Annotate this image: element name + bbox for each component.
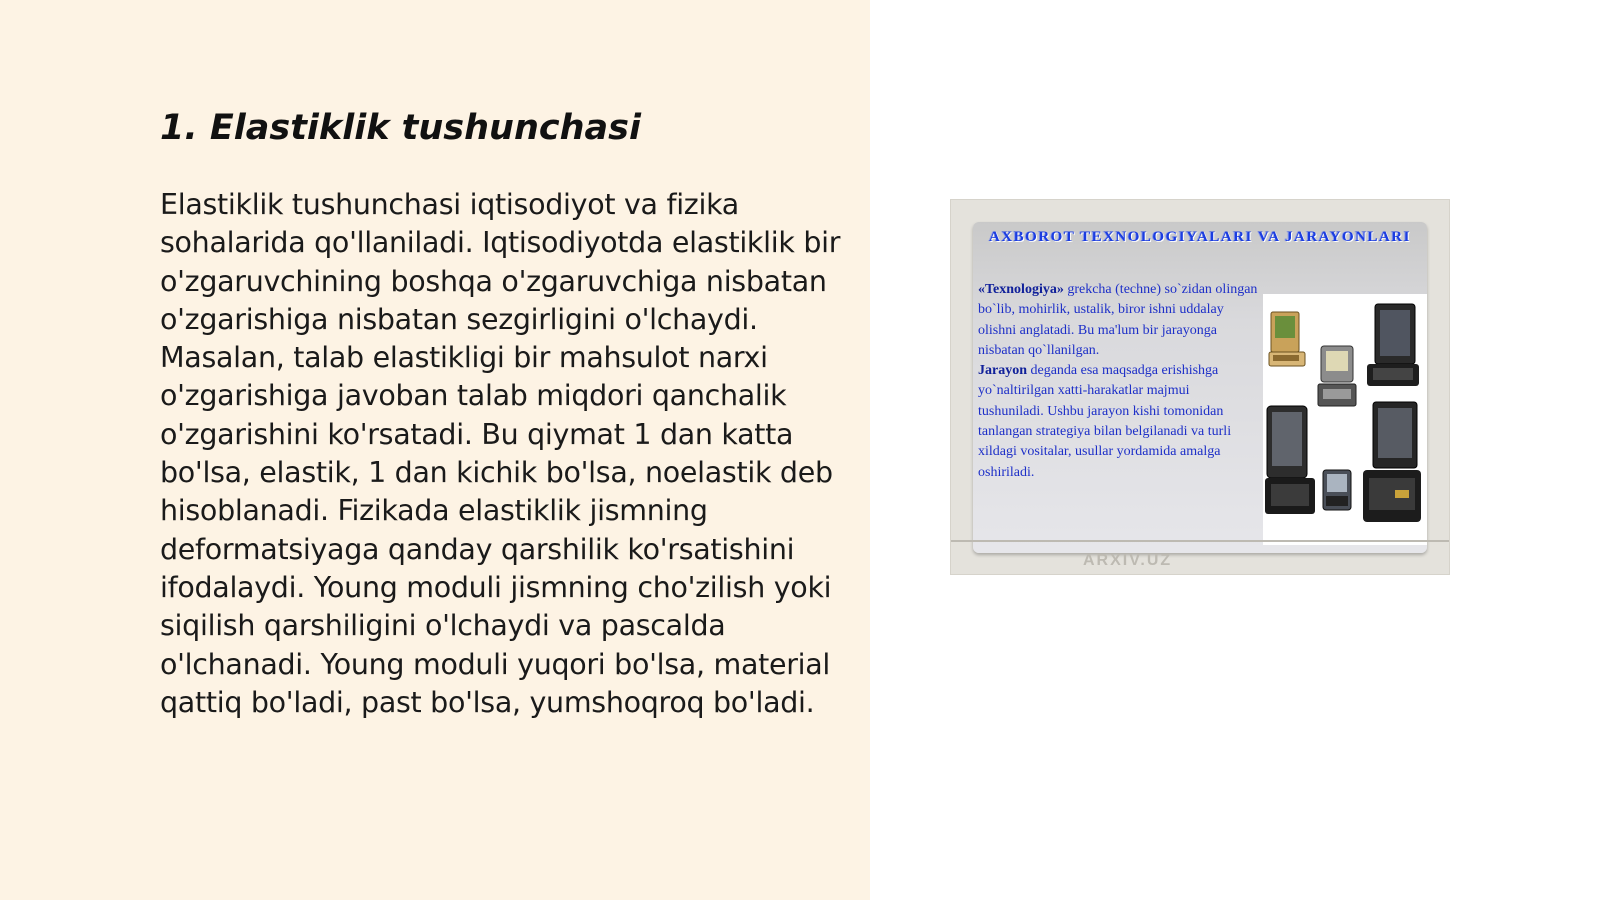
term-process: Jarayon — [978, 363, 1027, 379]
device-2-icon — [1318, 346, 1356, 406]
process-definition: deganda esa maqsadga erishishga yo`naltirilgan xatti-harakatlar majmui tushuniladi. Ushbu jarayon kishi tomonidan tanlangan strategiya bilan belgilanadi va turli xildagi vositalar, usullar yordamida amalga oshiriladi. — [978, 363, 1232, 480]
embedded-slide-content — [973, 222, 1427, 553]
term-technology: «Texnologiya» — [978, 282, 1064, 297]
device-3-icon — [1367, 304, 1419, 386]
device-1-icon — [1269, 312, 1305, 366]
device-4-icon — [1265, 406, 1315, 514]
slide-title: 1. Elastiklik tushunchasi — [160, 108, 641, 148]
embedded-slide-heading — [973, 228, 1427, 247]
embedded-slide-image — [950, 199, 1450, 575]
embedded-slide-footer-line — [951, 540, 1449, 550]
technology-definition: grekcha (techne) so`zidan olingan bo`lib, mohirlik, ustalik, biror ishni uddalay olishni anglatadi. Bu ma'lum bir jarayonga nisbatan qo`llanilgan. — [978, 282, 1258, 358]
embedded-slide-text — [978, 280, 1258, 483]
embedded-heading-line1: AXBOROT TEXNOLOGIYALARI VA JARAYONLARI — [989, 229, 1411, 245]
device-5-icon — [1323, 470, 1351, 510]
devices-photo — [1263, 294, 1427, 545]
device-6-icon — [1363, 402, 1421, 522]
watermark-text: ARXIV.UZ — [1083, 552, 1173, 569]
slide-body-text: Elastiklik tushunchasi iqtisodiyot va fizika sohalarida qo'llaniladi. Iqtisodiyotda elastiklik bir o'zgaruvchining boshqa o'zgaruvchiga nisbatan o'zgarishiga nisbatan sezgirligini o'lchaydi. Masalan, talab elastikligi bir mahsulot narxi o'zgarishiga javoban talab miqdori qanchalik o'zgarishini ko'rsatadi. Bu qiymat 1 dan katta bo'lsa, elastik, 1 dan kichik bo'lsa, noelastik deb hisoblanadi. Fizikada elastiklik jismning deformatsiyaga qanday qarshilik ko'rsatishini ifodalaydi. Young moduli jismning cho'zilish yoki siqilish qarshiligini o'lchaydi va pascalda o'lchanadi. Young moduli yuqori bo'lsa, material qattiq bo'ladi, past bo'lsa, yumshoqroq bo'ladi. — [160, 188, 841, 719]
